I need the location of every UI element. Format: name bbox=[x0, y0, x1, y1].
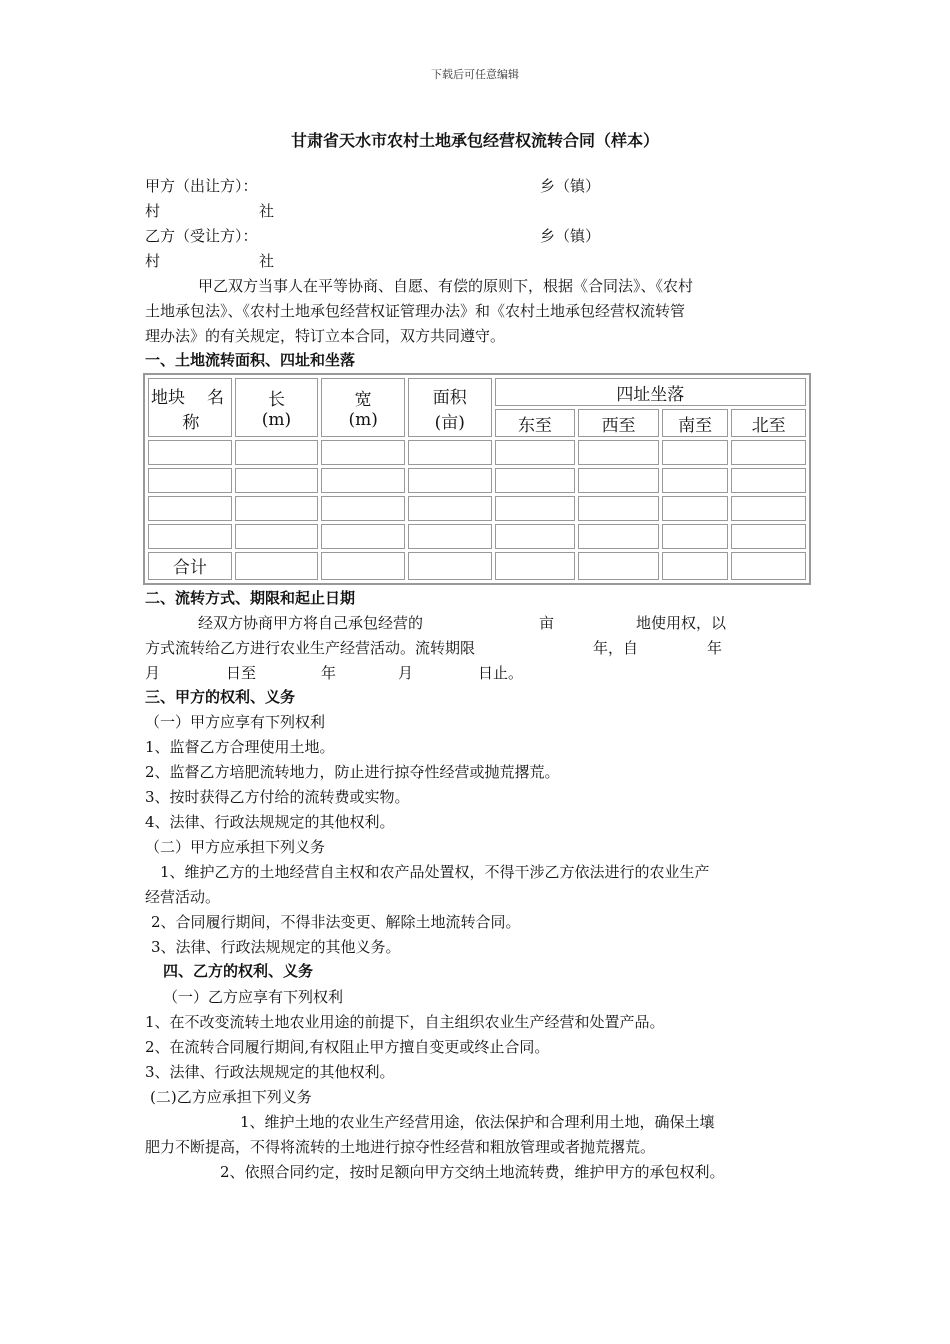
intro-line: 理办法》的有关规定，特订立本合同，双方共同遵守。 bbox=[145, 327, 506, 345]
list-item: 4、法律、行政法规规定的其他权利。 bbox=[145, 813, 395, 831]
table-cell bbox=[495, 440, 576, 465]
table-cell bbox=[148, 440, 232, 465]
table-cell bbox=[408, 440, 492, 465]
list-item: 肥力不断提高，不得将流转的土地进行掠夺性经营和粗放管理或者抛荒撂荒。 bbox=[145, 1138, 656, 1156]
list-item: 2、依照合同约定，按时足额向甲方交纳土地流转费，维护甲方的承包权利。 bbox=[220, 1163, 725, 1181]
table-cell bbox=[235, 552, 319, 580]
list-item: 2、在流转合同履行期间,有权阻止甲方擅自变更或终止合同。 bbox=[145, 1038, 550, 1056]
party-b-community: 社 bbox=[259, 252, 275, 270]
party-a-community: 社 bbox=[259, 202, 275, 220]
table-cell bbox=[408, 552, 492, 580]
table-cell bbox=[408, 496, 492, 521]
list-item: 1、维护土地的农业生产经营用途，依法保护和合理利用土地，确保土壤 bbox=[240, 1113, 715, 1131]
s2-text: 经双方协商甲方将自己承包经营的 bbox=[198, 614, 424, 632]
list-item: 3、法律、行政法规规定的其他权利。 bbox=[145, 1063, 395, 1081]
section-4-heading: 四、乙方的权利、义务 bbox=[163, 962, 314, 980]
table-cell bbox=[578, 440, 659, 465]
s2-text: 亩 bbox=[539, 614, 555, 632]
subsection-heading: （二）甲方应承担下列义务 bbox=[145, 838, 326, 856]
s2-text: 日至 bbox=[226, 664, 257, 682]
table-cell bbox=[578, 552, 659, 580]
table-cell bbox=[495, 468, 576, 493]
header-area-unit: (亩) bbox=[434, 412, 465, 433]
table-cell bbox=[321, 524, 405, 549]
document-title: 甘肃省天水市农村土地承包经营权流转合同（样本） bbox=[290, 131, 659, 150]
list-item: 2、监督乙方培肥流转地力，防止进行掠夺性经营或抛荒撂荒。 bbox=[145, 763, 560, 781]
table-cell bbox=[578, 524, 659, 549]
list-item: 1、在不改变流转土地农业用途的前提下，自主组织农业生产经营和处置产品。 bbox=[145, 1013, 665, 1031]
party-b-township: 乡（镇） bbox=[540, 227, 601, 245]
subsection-heading: （一）乙方应享有下列权利 bbox=[163, 988, 344, 1006]
list-item: 3、法律、行政法规规定的其他义务。 bbox=[151, 938, 401, 956]
s2-text: 年 bbox=[321, 664, 337, 682]
header-length-unit: (m) bbox=[261, 410, 292, 431]
header-area bbox=[408, 378, 492, 437]
table-row bbox=[148, 524, 806, 549]
table-cell bbox=[148, 468, 232, 493]
list-item: 2、合同履行期间，不得非法变更、解除土地流转合同。 bbox=[151, 913, 521, 931]
table-cell bbox=[662, 468, 729, 493]
header-parcel-text: 地块 bbox=[151, 387, 185, 408]
table-cell bbox=[235, 496, 319, 521]
header-south: 南至 bbox=[662, 409, 729, 437]
header-north: 北至 bbox=[731, 409, 806, 437]
header-width bbox=[321, 378, 405, 437]
header-parcel-text: 名 bbox=[207, 387, 224, 408]
s2-text: 方式流转给乙方进行农业生产经营活动。流转期限 bbox=[145, 639, 476, 657]
intro-line: 土地承包法》、《农村土地承包经营权证管理办法》和《农村土地承包经营权流转管 bbox=[145, 302, 686, 320]
table-cell bbox=[731, 496, 806, 521]
s2-text: 年 bbox=[707, 639, 723, 657]
table-cell bbox=[662, 552, 729, 580]
subsection-heading: (二)乙方应承担下列义务 bbox=[150, 1088, 312, 1106]
list-item: 1、维护乙方的土地经营自主权和农产品处置权，不得干涉乙方依法进行的农业生产 bbox=[160, 863, 710, 881]
page-header: 下载后可任意编辑 bbox=[431, 68, 519, 81]
table-cell bbox=[495, 552, 576, 580]
s2-text: 年，自 bbox=[593, 639, 639, 657]
table-cell bbox=[321, 552, 405, 580]
header-length-text: 长 bbox=[267, 390, 285, 411]
header-west: 西至 bbox=[578, 409, 659, 437]
table-cell bbox=[321, 496, 405, 521]
table-cell bbox=[235, 468, 319, 493]
party-a-township: 乡（镇） bbox=[540, 177, 601, 195]
table-cell bbox=[662, 524, 729, 549]
section-2-heading: 二、流转方式、期限和起止日期 bbox=[145, 589, 356, 607]
header-parcel-name bbox=[148, 378, 232, 437]
s2-text: 日止。 bbox=[478, 664, 524, 682]
table-cell bbox=[731, 468, 806, 493]
intro-line: 甲乙双方当事人在平等协商、自愿、有偿的原则下，根据《合同法》、《农村 bbox=[198, 277, 694, 295]
table-cell bbox=[148, 524, 232, 549]
list-item: 1、监督乙方合理使用土地。 bbox=[145, 738, 335, 756]
table-row bbox=[148, 440, 806, 465]
header-boundaries: 四址坐落 bbox=[495, 378, 806, 406]
section-3-heading: 三、甲方的权利、义务 bbox=[145, 688, 296, 706]
list-item: 3、按时获得乙方付给的流转费或实物。 bbox=[145, 788, 410, 806]
table-cell bbox=[662, 440, 729, 465]
table-cell bbox=[408, 468, 492, 493]
table-cell bbox=[578, 496, 659, 521]
table-cell bbox=[148, 496, 232, 521]
table-row bbox=[148, 468, 806, 493]
party-b-village: 村 bbox=[145, 252, 161, 270]
s2-text: 地使用权，以 bbox=[636, 614, 727, 632]
table-cell bbox=[321, 440, 405, 465]
list-item: 经营活动。 bbox=[145, 888, 221, 906]
table-cell bbox=[495, 524, 576, 549]
table-cell bbox=[578, 468, 659, 493]
party-a-village: 村 bbox=[145, 202, 161, 220]
table-cell bbox=[662, 496, 729, 521]
table-cell bbox=[408, 524, 492, 549]
s2-text: 月 bbox=[398, 664, 414, 682]
total-label: 合计 bbox=[148, 552, 232, 580]
header-area-text: 面积 bbox=[432, 387, 467, 408]
party-b-label: 乙方（受让方）： bbox=[145, 227, 258, 245]
table-cell bbox=[495, 496, 576, 521]
subsection-heading: （一）甲方应享有下列权利 bbox=[145, 713, 326, 731]
table-row bbox=[148, 496, 806, 521]
total-row bbox=[148, 552, 806, 580]
table-cell bbox=[731, 524, 806, 549]
table-cell bbox=[235, 440, 319, 465]
header-width-unit: (m) bbox=[348, 410, 378, 431]
header-length bbox=[235, 378, 319, 437]
table-cell bbox=[731, 440, 806, 465]
table-cell bbox=[235, 524, 319, 549]
header-width-text: 宽 bbox=[354, 390, 372, 411]
section-1-heading: 一、土地流转面积、四址和坐落 bbox=[145, 351, 356, 369]
s2-text: 月 bbox=[145, 664, 161, 682]
table-cell bbox=[321, 468, 405, 493]
header-east: 东至 bbox=[495, 409, 576, 437]
table-cell bbox=[731, 552, 806, 580]
party-a-label: 甲方（出让方）： bbox=[145, 177, 258, 195]
land-table bbox=[143, 373, 811, 585]
header-parcel-text: 称 bbox=[182, 412, 200, 433]
